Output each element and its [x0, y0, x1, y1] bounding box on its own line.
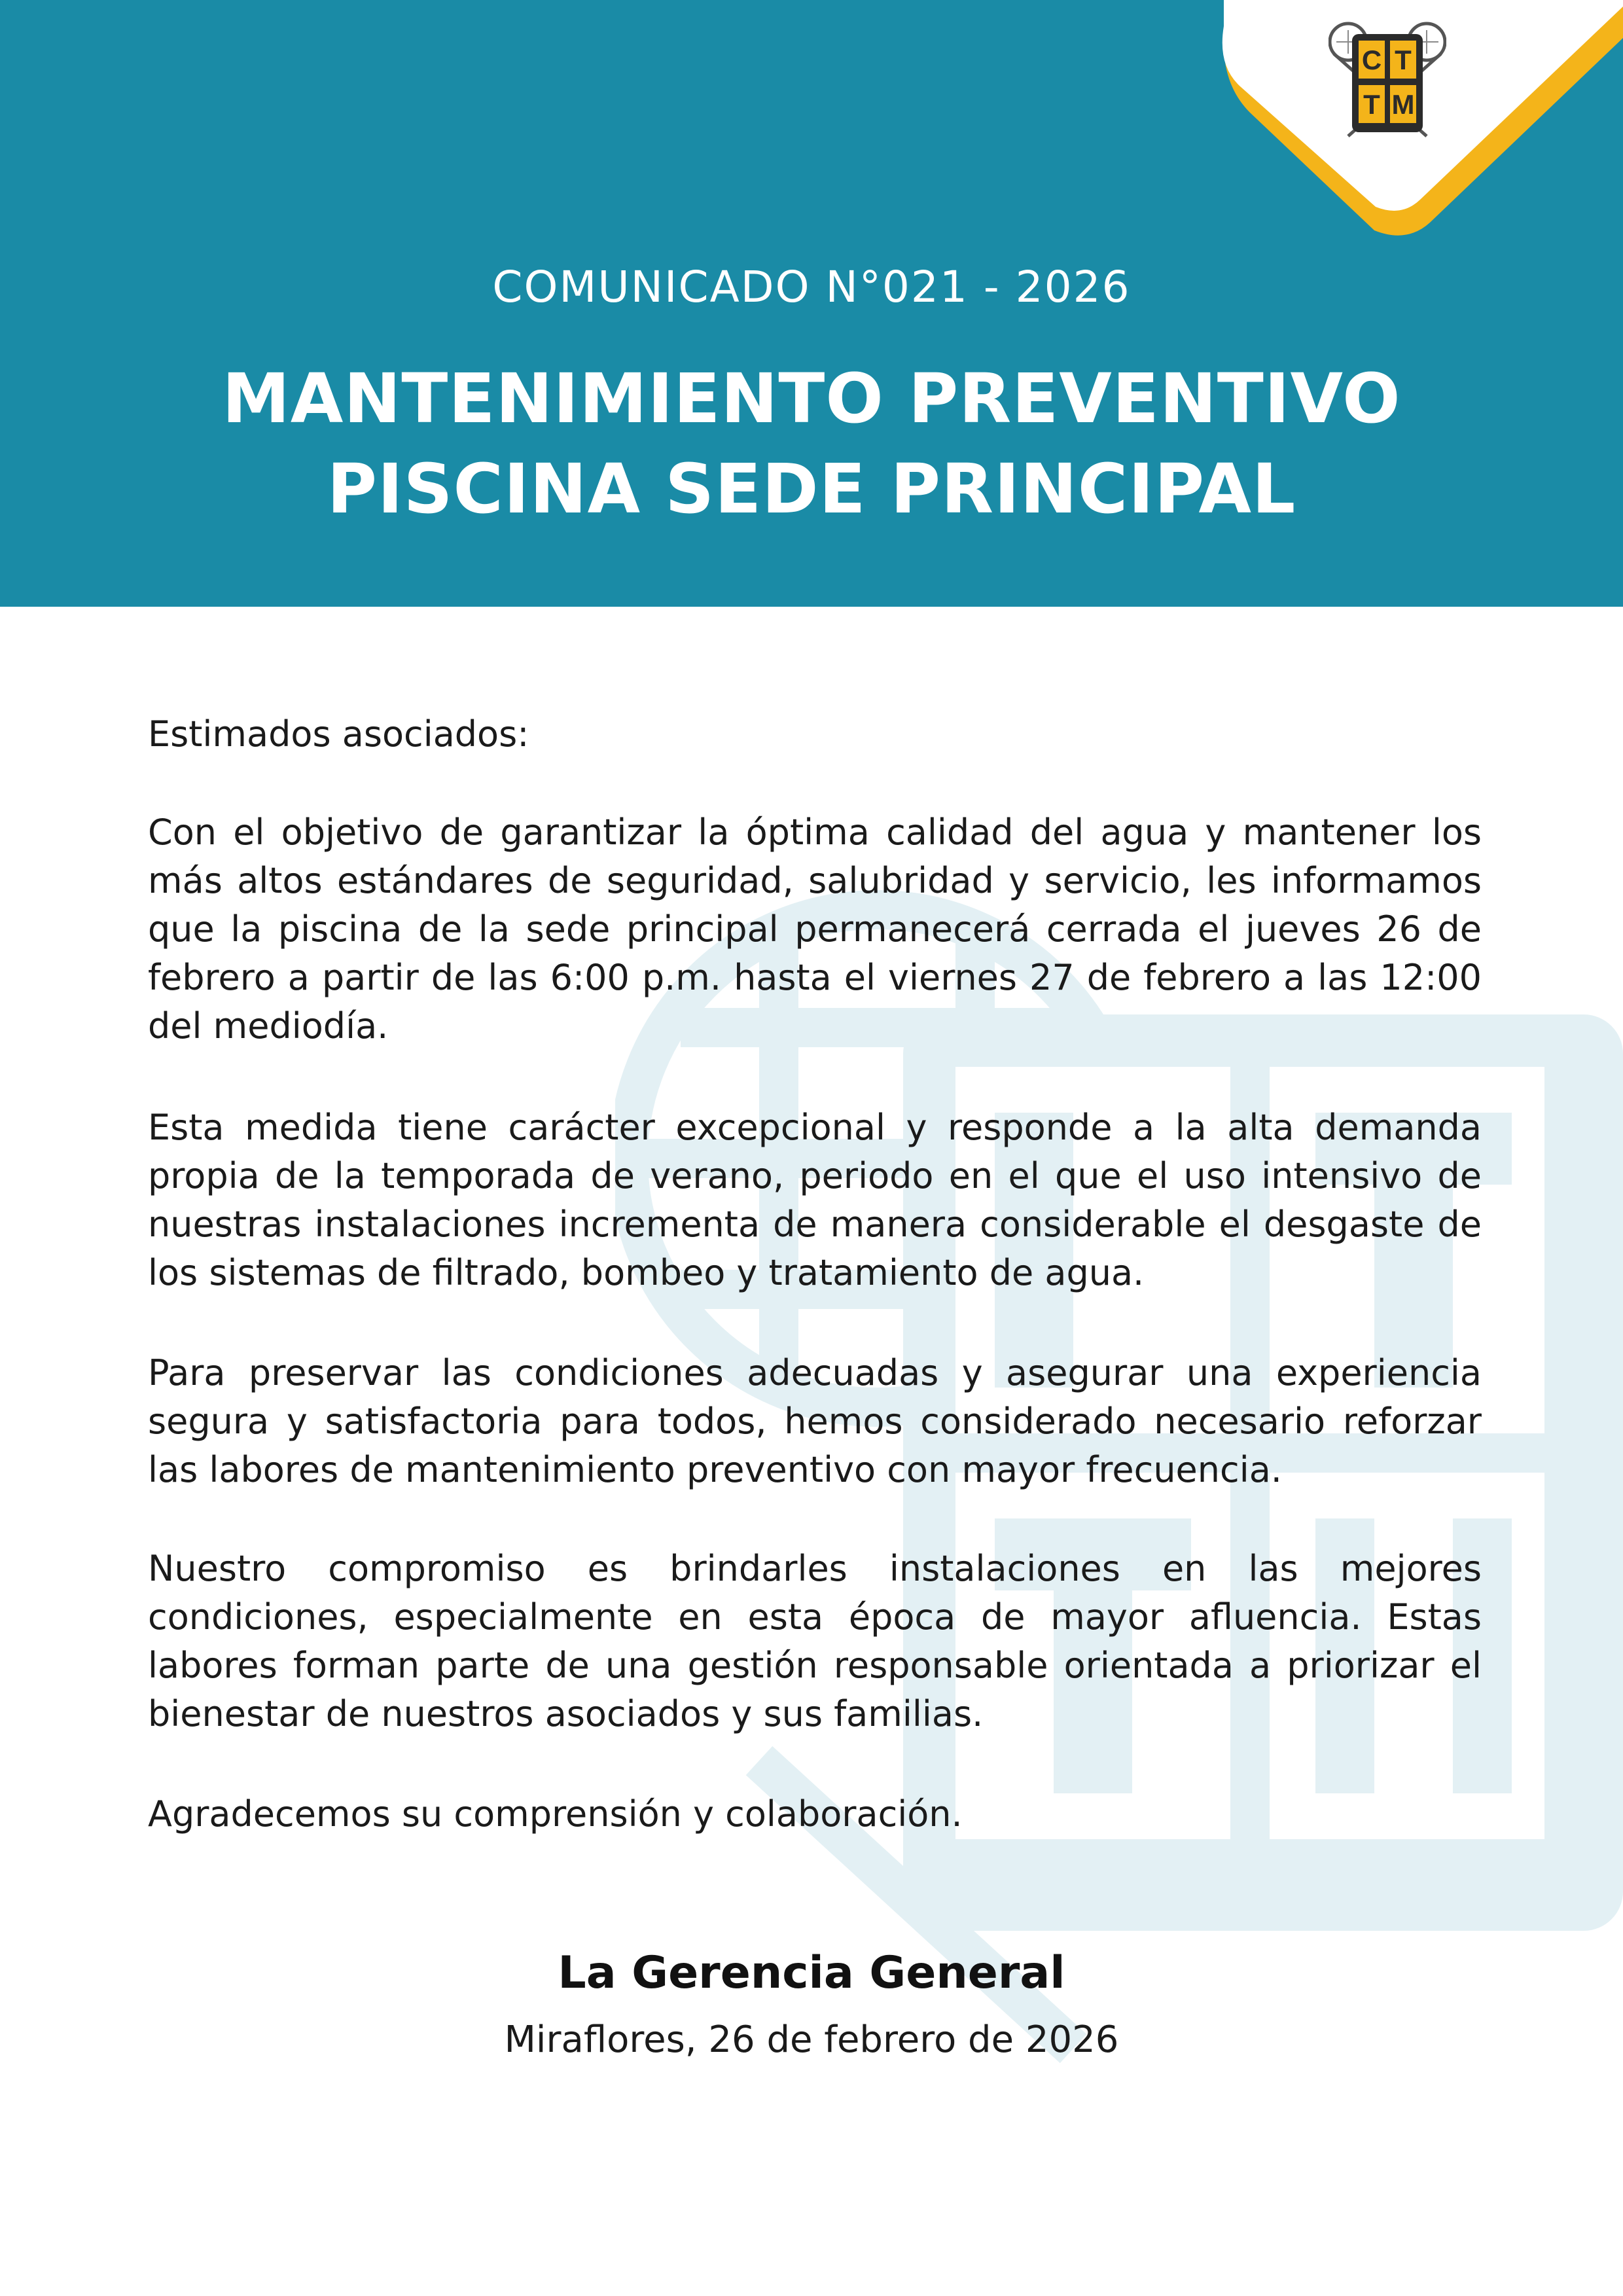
paragraph-3: Para preservar las condiciones adecuadas y asegurar una experiencia segura y satisfactoria para todos, hemos considerado necesario reforzar las labores de mantenimiento preventivo con mayor frecuencia. [148, 1352, 1482, 1490]
logo-letter-t: T [1395, 45, 1412, 75]
cttm-logo [1329, 14, 1446, 145]
header-band [0, 0, 1623, 607]
greeting: Estimados asociados: [148, 713, 529, 755]
title-line-2: PISCINA SEDE PRINCIPAL [327, 449, 1296, 529]
paragraph-4: Nuestro compromiso es brindarles instalaciones en las mejores condiciones, especialmente en esta época de mayor afluencia. Estas labores forman parte de una gestión responsable orientada a priorizar el bienestar de nuestros asociados y sus familias. [148, 1548, 1482, 1734]
comunicado-number: COMUNICADO N°021 - 2026 [492, 262, 1131, 312]
paragraph-1: Con el objetivo de garantizar la óptima calidad del agua y mantener los más altos estándares de seguridad, salubridad y servicio, les informamos que la piscina de la sede principal permanecerá cerrada el jueves 26 de febrero a partir de las 6:00 p.m. hasta el viernes 27 de febrero a las 12:00 del mediodía. [148, 812, 1482, 1047]
logo-letter-c: C [1361, 45, 1382, 75]
signature-place-date: Miraflores, 26 de febrero de 2026 [504, 2018, 1119, 2061]
title-line-1: MANTENIMIENTO PREVENTIVO [222, 359, 1401, 439]
paragraph-2: Esta medida tiene carácter excepcional y responde a la alta demanda propia de la temporada de verano, periodo en el que el uso intensivo de nuestras instalaciones incrementa de manera considerable el desgaste de los sistemas de filtrado, bombeo y tratamiento de agua. [148, 1107, 1482, 1293]
closing-line: Agradecemos su comprensión y colaboración. [148, 1793, 963, 1835]
logo-letter-m: M [1391, 89, 1415, 120]
logo-letter-t2: T [1363, 89, 1380, 120]
signature-name: La Gerencia General [558, 1947, 1065, 1999]
